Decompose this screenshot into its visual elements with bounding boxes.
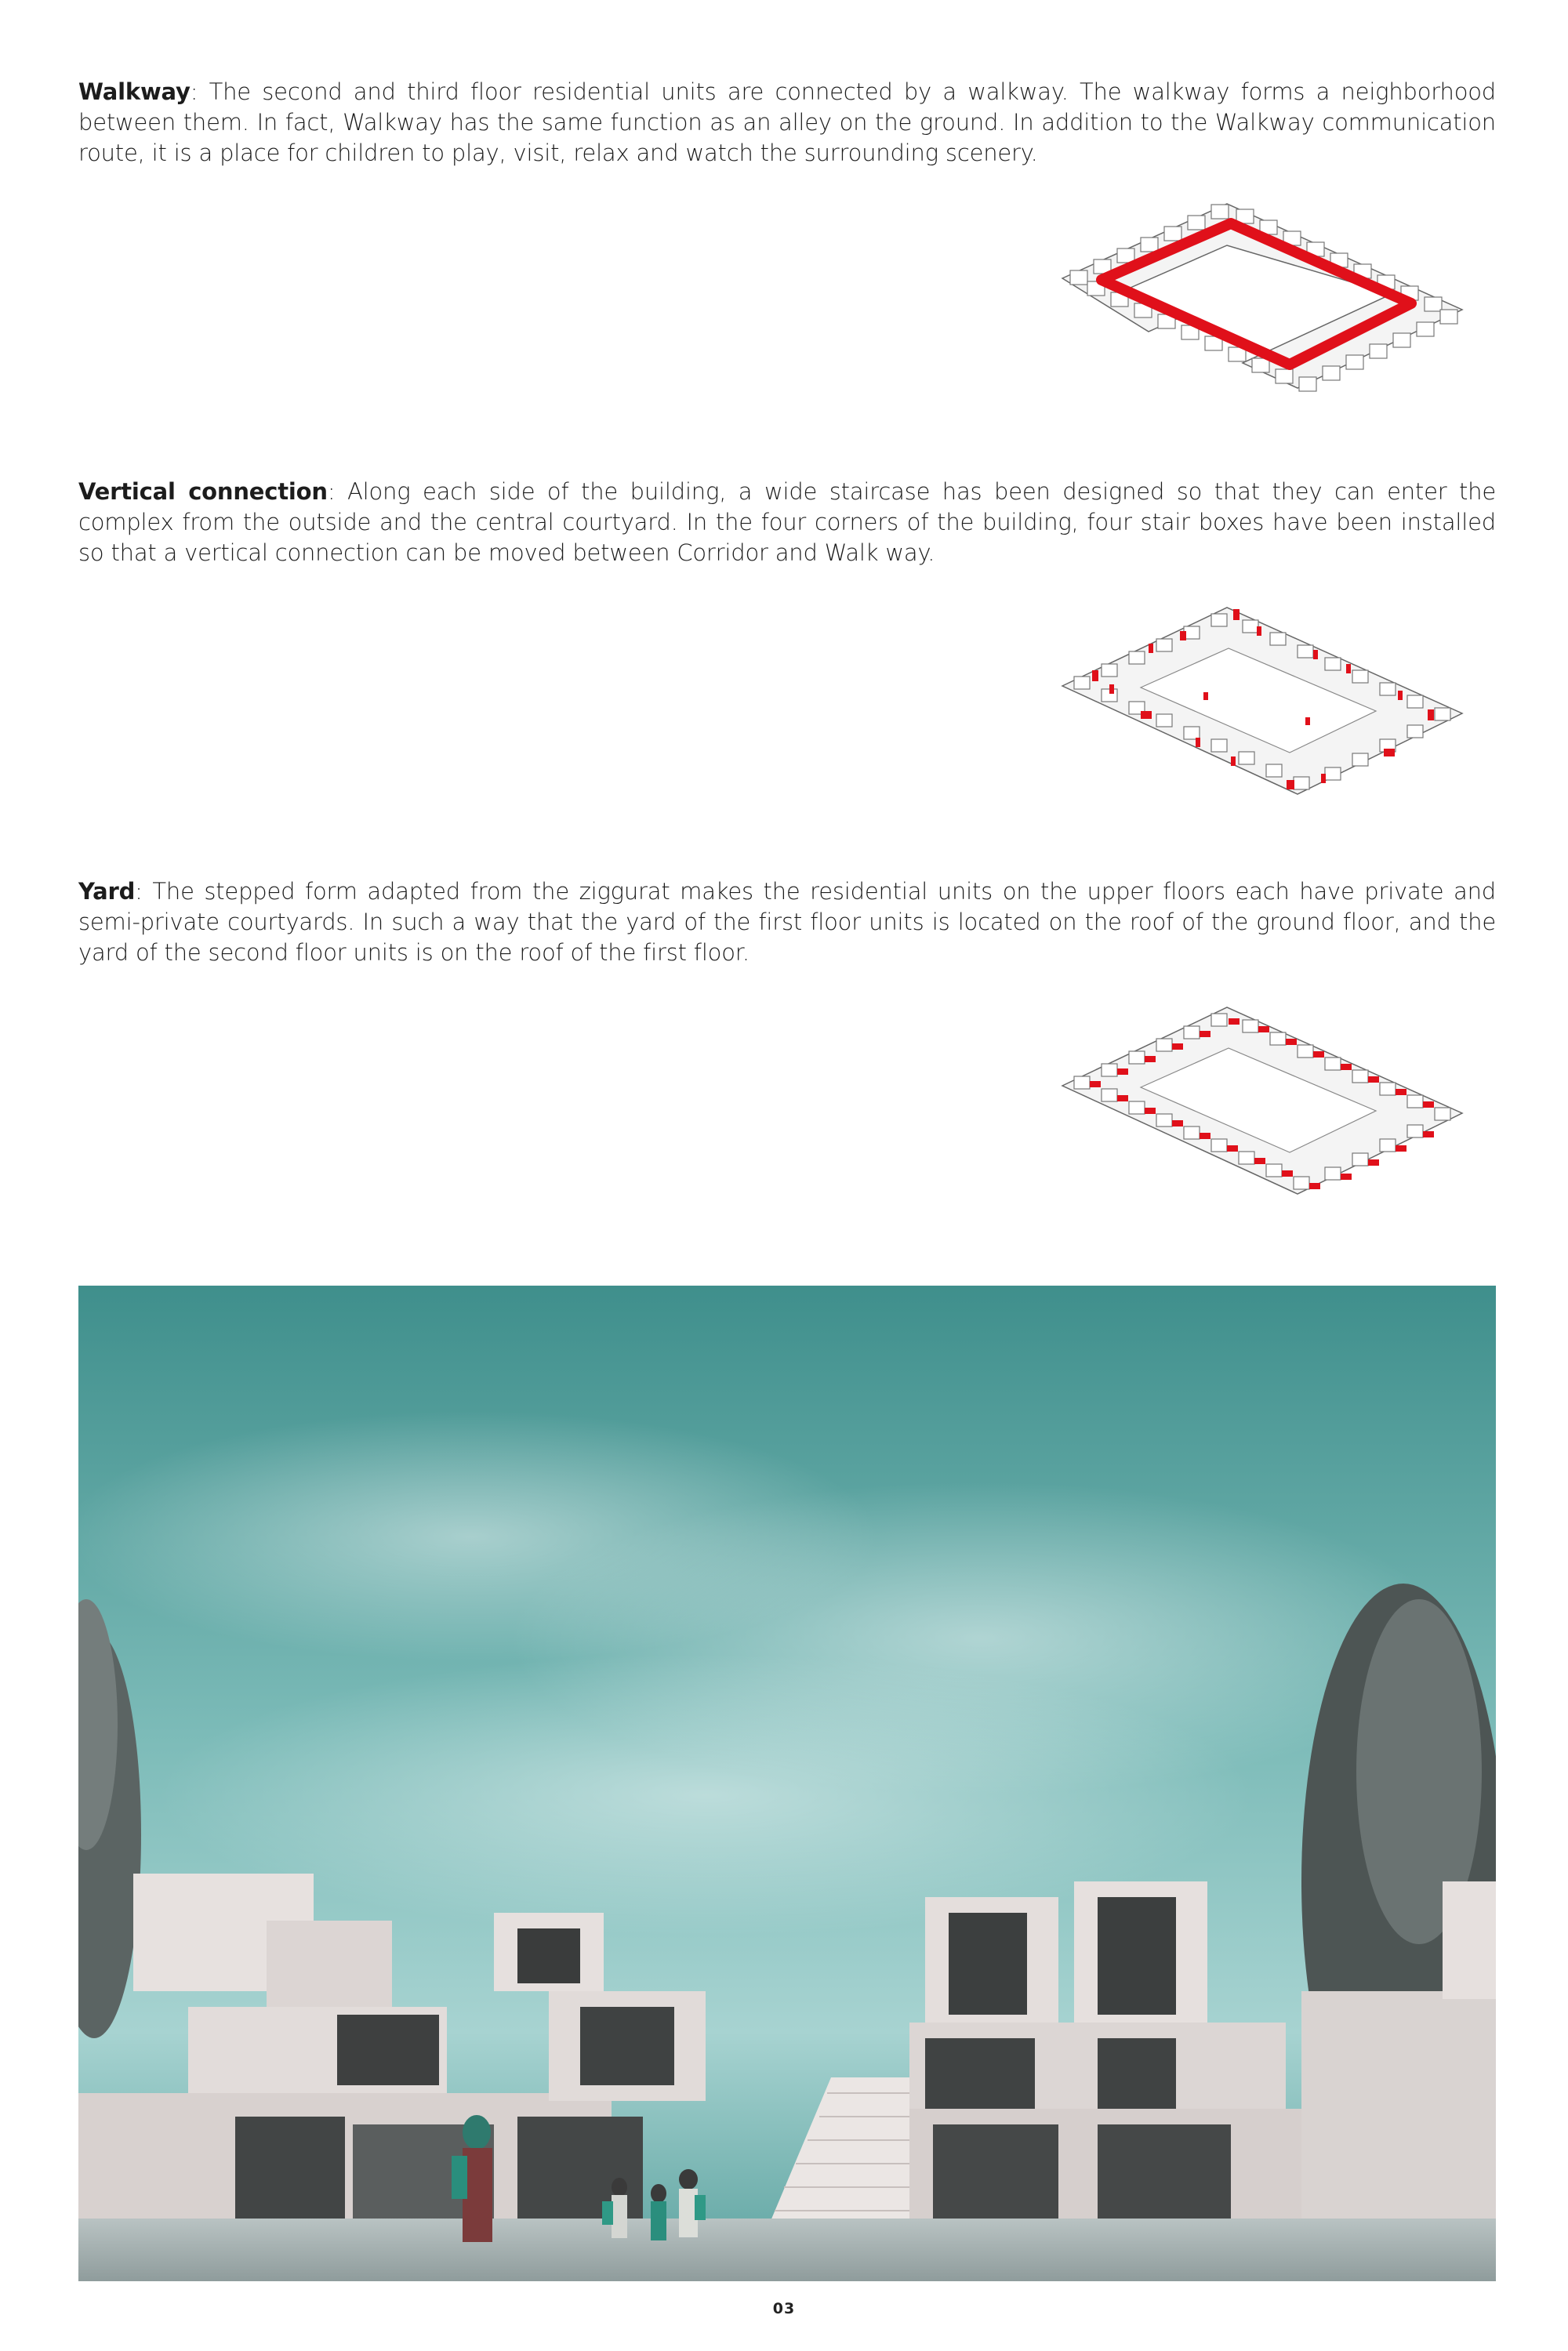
- walkway-heading: Walkway: [78, 78, 191, 105]
- walkway-body: : The second and third floor residential units are connected by a walkway. The walkway forms a neighborhood between them. In fact, Walkway has the same function as an alley on the ground. In addition to the Walkway communication route, it is a place for children to play, visit, relax and watch the surrounding scenery.: [78, 78, 1496, 166]
- plaza-ground: [78, 2219, 1496, 2281]
- yard-heading: Yard: [78, 878, 136, 905]
- yard-body: : The stepped form adapted from the ziggurat makes the residential units on the upper floors each have private and semi-private courtyards. In such a way that the yard of the first floor units is located on the roof of the ground floor, and the yard of the second floor units is on the roof of the first floor.: [78, 878, 1496, 966]
- yard-paragraph: [78, 876, 1496, 968]
- yard-diagram: [1054, 992, 1470, 1227]
- architecture-render: [78, 1286, 1496, 2281]
- vertical-connection-paragraph: [78, 477, 1496, 568]
- walkway-diagram: [1054, 192, 1470, 427]
- walkway-paragraph: [78, 77, 1496, 169]
- render-illustration: [78, 1286, 1496, 2281]
- vertical-connection-heading: Vertical connection: [78, 478, 328, 505]
- vertical-connection-diagram: [1054, 592, 1470, 827]
- vertical-connection-body: : Along each side of the building, a wide staircase has been designed so that they can enter the complex from the outside and the central courtyard. In the four corners of the building, four stair boxes have been installed so that a vertical connection can be moved between Corridor and Walk way.: [78, 478, 1497, 566]
- page-number: 03: [772, 2300, 796, 2317]
